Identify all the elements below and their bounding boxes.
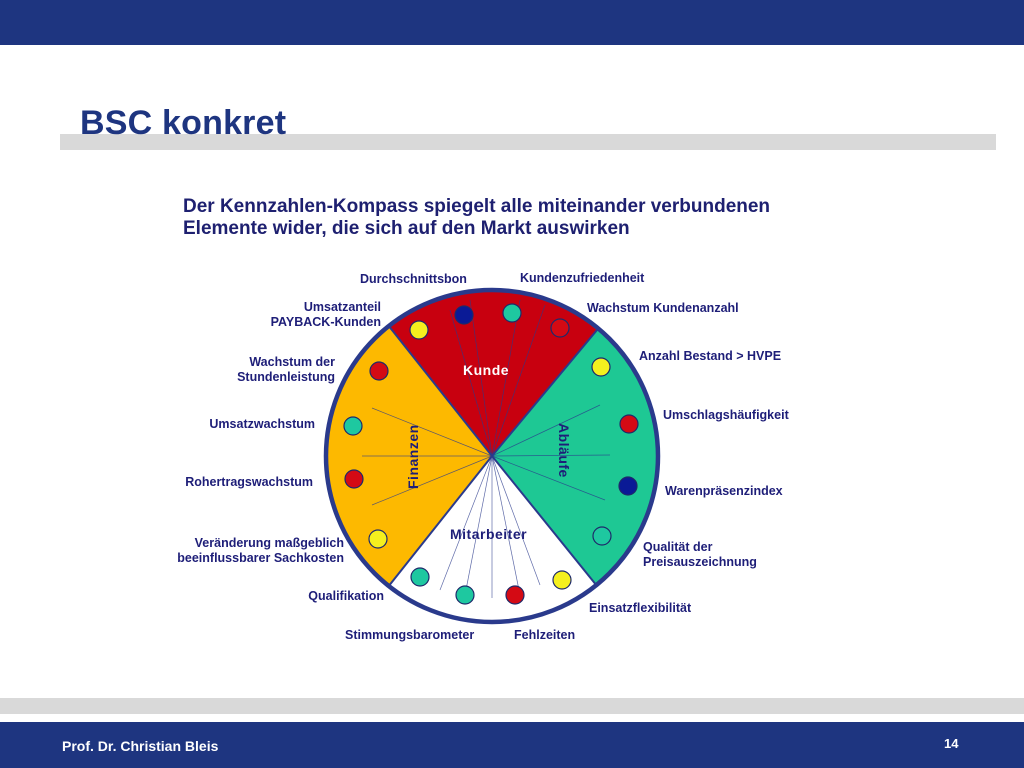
indicator-kundenzufriedenheit bbox=[503, 304, 521, 322]
segment-label-ablaeufe: Abläufe bbox=[556, 423, 572, 478]
label-preisauszeichnung-line1: Qualität der bbox=[643, 540, 713, 554]
label-sachkosten-line2: beeinflussbarer Sachkosten bbox=[177, 551, 344, 565]
label-umschlagshaeufigkeit: Umschlagshäufigkeit bbox=[663, 408, 789, 422]
label-umsatzanteil-line2: PAYBACK-Kunden bbox=[270, 315, 381, 329]
indicator-sachkosten bbox=[369, 530, 387, 548]
label-qualifikation: Qualifikation bbox=[308, 589, 384, 603]
indicator-umsatzwachstum bbox=[344, 417, 362, 435]
label-einsatzflexibilitaet: Einsatzflexibilität bbox=[589, 601, 692, 615]
indicator-rohertragswachstum bbox=[345, 470, 363, 488]
footer-author: Prof. Dr. Christian Bleis bbox=[62, 738, 219, 754]
label-kundenzufriedenheit: Kundenzufriedenheit bbox=[520, 271, 645, 285]
page-number: 14 bbox=[944, 736, 959, 751]
indicator-umschlagshaeufigkeit bbox=[620, 415, 638, 433]
label-umsatzanteil-line1: Umsatzanteil bbox=[303, 300, 381, 314]
indicator-payback-umsatzanteil bbox=[410, 321, 428, 339]
footer-divider bbox=[0, 698, 1024, 714]
label-rohertragswachstum: Rohertragswachstum bbox=[185, 475, 313, 489]
subtitle-line-1: Der Kennzahlen-Kompass spiegelt alle miteinander verbundenen bbox=[183, 196, 771, 217]
slide-title: BSC konkret bbox=[80, 104, 287, 142]
label-preisauszeichnung-line2: Preisauszeichnung bbox=[643, 555, 757, 569]
indicator-stimmungsbarometer bbox=[456, 586, 474, 604]
label-umsatzwachstum: Umsatzwachstum bbox=[209, 417, 315, 431]
label-stimmungsbarometer: Stimmungsbarometer bbox=[345, 628, 475, 642]
indicator-stundenleistung bbox=[370, 362, 388, 380]
label-sachkosten-line1: Veränderung maßgeblich bbox=[194, 536, 344, 550]
segment-label-mitarbeiter: Mitarbeiter bbox=[450, 526, 528, 542]
indicator-einsatzflexibilitaet bbox=[553, 571, 571, 589]
indicator-preisauszeichnung bbox=[593, 527, 611, 545]
segment-label-finanzen: Finanzen bbox=[405, 424, 421, 489]
label-durchschnittsbon: Durchschnittsbon bbox=[360, 272, 467, 286]
indicator-durchschnittsbon bbox=[455, 306, 473, 324]
label-warenpraesenzindex: Warenpräsenzindex bbox=[665, 484, 783, 498]
label-stundenleistung-line1: Wachstum der bbox=[249, 355, 335, 369]
indicator-warenpraesenzindex bbox=[619, 477, 637, 495]
label-fehlzeiten: Fehlzeiten bbox=[514, 628, 576, 642]
label-stundenleistung-line2: Stundenleistung bbox=[237, 370, 335, 384]
indicator-qualifikation bbox=[411, 568, 429, 586]
label-anzahl-bestand: Anzahl Bestand > HVPE bbox=[639, 349, 782, 363]
segment-label-kunde: Kunde bbox=[463, 362, 510, 378]
subtitle-line-2: Elemente wider, die sich auf den Markt auswirken bbox=[183, 218, 630, 239]
indicator-anzahl-bestand bbox=[592, 358, 610, 376]
label-wachstum-kundenanzahl: Wachstum Kundenanzahl bbox=[587, 301, 739, 315]
indicator-fehlzeiten bbox=[506, 586, 524, 604]
indicator-wachstum-kundenanzahl bbox=[551, 319, 569, 337]
